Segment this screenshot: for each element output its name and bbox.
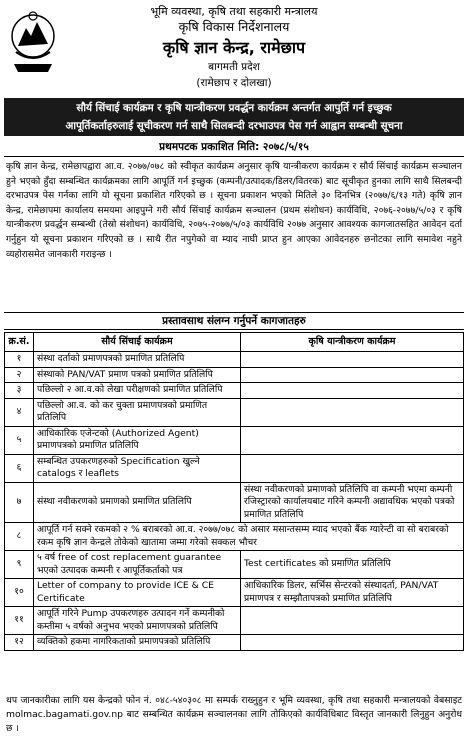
row-mechanization (241, 607, 464, 635)
row-mechanization (241, 352, 464, 368)
directorate-name: कृषि विकास निर्देशनालय (178, 19, 290, 34)
row-mechanization (241, 635, 464, 651)
row-solar: Letter of company to provide ICE & CE Certificate (34, 579, 241, 607)
row-mechanization: संस्था नवीकरणको प्रमाणको प्रतिलिपि वा कम्पनी भएमा कम्पनी रजिस्ट्रारको कार्यालयबाट गरिने कम्पनी अद्यावधिक भएको पत्रको प्रमाणित प्रतिलिपि (241, 482, 464, 523)
row-solar: आपूर्ति गर्न सक्ने रकमको २ % बराबरको आ.व. २०७७/०७८ को असार मसान्तसम्म म्याद भएको बैंक ग्यारेन्टी वा सो बराबरको रकम कृषि ज्ञान केन्द्रले तोकेको खातामा जम्मा गरेको सक्कल भौचर (34, 523, 464, 551)
divider (4, 156, 464, 157)
district-names: (रामेछाप र दोलखा) (196, 77, 272, 89)
row-mechanization (241, 398, 464, 426)
contact-footer: थप जानकारीका लागि यस केन्द्रको फोन नं. ०४८-५४०३०८ मा सम्पर्क राख्नुहुन र भूमि व्यवस्था, कृषि तथा सहकारी मन्त्रालयको वेबसाइट molmac.bagamati.gov.np बाट सम्बन्धित कार्यक्रम सञ्चालनका लागि तोकिएको कार्यविधिबाट विस्तृत जानकारी लिनुहुन अनुरोध छ । (6, 695, 462, 734)
row-solar: सम्बन्धित उपकरणहरुको Specification खुल्ने catalogs र leaflets (34, 454, 241, 482)
row-mechanization: Test certificates को प्रमाणित प्रतिलिपि (241, 551, 464, 579)
center-name: कृषि ज्ञान केन्द्र, रामेछाप (162, 38, 306, 57)
table-row (5, 454, 464, 482)
row-mechanization (241, 426, 464, 454)
row-sn: १ (5, 352, 34, 368)
row-mechanization (241, 383, 464, 399)
table-row (5, 426, 464, 454)
table-row (5, 635, 464, 651)
documents-table (4, 332, 464, 651)
row-sn: ११ (5, 607, 34, 635)
province-name: बागमती प्रदेश (208, 61, 260, 73)
notice-title-line-2: आपूर्तिकर्ताहरुलाई सूचीकरण गर्न साथै सिलबन्दी दरभाउपत्र पेस गर्न आह्वान सम्बन्धी सूचना (65, 120, 403, 132)
row-sn: ५ (5, 426, 34, 454)
row-sn: १० (5, 579, 34, 607)
publish-date: प्रथमपटक प्रकाशित मिति: २०७८/५/१५ (159, 141, 309, 153)
row-mechanization (241, 454, 464, 482)
row-sn: १२ (5, 635, 34, 651)
row-sn: ३ (5, 383, 34, 399)
table-header-row (5, 333, 464, 352)
row-sn: ७ (5, 482, 34, 523)
row-sn: २ (5, 367, 34, 383)
row-sn: ६ (5, 454, 34, 482)
table-row (5, 551, 464, 579)
row-mechanization (241, 367, 464, 383)
table-row (5, 482, 464, 523)
row-solar: संस्था नवीकरणको प्रमाणको प्रमाणित प्रतिलिपि (34, 482, 241, 523)
row-mechanization: आधिकारिक डिलर, सर्भिस सेन्टरको संस्थादर्ता, PAN/VAT प्रमाणपत्र र सम्झौतापत्रको प्रमाणित प्रतिलिपि (241, 579, 464, 607)
notice-body: कृषि ज्ञान केन्द्र, रामेछापद्वारा आ.व. २०७७/०७८ को स्वीकृत कार्यक्रम अनुसार कृषि यान्त्रीकरण कार्यक्रम र सौर्य सिंचाई कार्यक्रम सञ्चालन हुने भएको हुँदा सम्बन्धित कार्यक्रमका लागि आपूर्ति गर्न इच्छुक (कम्पनी/उत्पादक/डिलर/वितरक) बाट सूचीकृत हुनका लागि साथै सिलबन्दी दरभाउपत्र पेस गर्नका लागि यो सूचना प्रकाशित गरिएको छ । सूचना प्रकाशन भएको मितिले ३० दिनभित्र (२०७७/६/१३ गते) कृषि ज्ञान केन्द्र, रामेछापमा कार्यालय समयमा आइपुग्ने गरी सौर्य सिंचाई कार्यक्रम सञ्चालन (प्रथम संशोधन) कार्यविधि, २०७६-२०७७/५/०३ र कृषि यान्त्रीकरण प्रवर्द्धन सम्बन्धी (तेस्रो संशोधन) कार्यविधि, २०७५-२०७७/५/०३ कार्यविधि २०७७ अनुसार आवश्यक कागजातसहित आवेदन दर्ता गर्नुहुन यो सूचना प्रकाशन गरिएको छ । साथै रीत नपुगेको वा म्याद नाघी प्राप्त हुन आएका आवेदनहरु छनोटका लागि समावेश नहुने व्यहोरासमेत जानकारी गराइन्छ । (6, 161, 462, 260)
row-sn: ८ (5, 523, 34, 551)
ministry-name: भूमि व्यवस्था, कृषि तथा सहकारी मन्त्रालय (150, 5, 318, 18)
row-solar: संस्थाको PAN/VAT प्रमाण पत्रको प्रमाणित प्रतिलिपि (34, 367, 241, 383)
table-row (5, 352, 464, 368)
table-row (5, 523, 464, 551)
row-solar: पछिल्लो आ.व. को कर चुक्ता प्रमाणपत्रको प्रमाणित प्रतिलिपि (34, 398, 241, 426)
table-row (5, 367, 464, 383)
row-solar: व्यक्तिको हकमा नागरिकताको प्रमाणपत्रको प्रतिलिपि (34, 635, 241, 651)
table-row (5, 579, 464, 607)
table-row (5, 383, 464, 399)
row-sn: ९ (5, 551, 34, 579)
row-solar: आपूर्ति गरिने Pump उपकरणहरु उत्पादन गर्ने कम्पनीको कम्तीमा ५ वर्षको अनुभव भएको प्रमाणपत्रको प्रतिलिपि (34, 607, 241, 635)
header-sn: क्र.सं. (5, 333, 34, 352)
row-solar: पछिल्लो २ आ.व.को लेखा परीक्षणको प्रमाणित प्रतिलिपि (34, 383, 241, 399)
header-mechanization: कृषि यान्त्रीकरण कार्यक्रम (241, 333, 464, 352)
row-solar: ५ वर्ष free of cost replacement guarantee भएको उत्पादक कम्पनी र आपूर्तिकर्ताको पत्र (34, 551, 241, 579)
table-row (5, 398, 464, 426)
row-solar: संस्था दर्ताको प्रमाणपत्रको प्रमाणित प्रतिलिपि (34, 352, 241, 368)
documents-section-title: प्रस्तावसाथ संलग्न गर्नुपर्ने कागजातहरु (4, 312, 464, 330)
office-header (0, 0, 468, 98)
notice-title-line-1: सौर्य सिंचाई कार्यक्रम र कृषि यान्त्रीकरण प्रवर्द्धन कार्यक्रम अन्तर्गत आपुर्ति गर्न इच्छुक (76, 102, 392, 114)
table-row (5, 607, 464, 635)
notice-title-bar (4, 98, 464, 136)
header-solar: सौर्य सिंचाई कार्यक्रम (34, 333, 241, 352)
row-solar: आधिकारिक एजेन्टको (Authorized Agent) प्रमाणपत्रको प्रमाणित प्रतिलिपि (34, 426, 241, 454)
row-sn: ४ (5, 398, 34, 426)
